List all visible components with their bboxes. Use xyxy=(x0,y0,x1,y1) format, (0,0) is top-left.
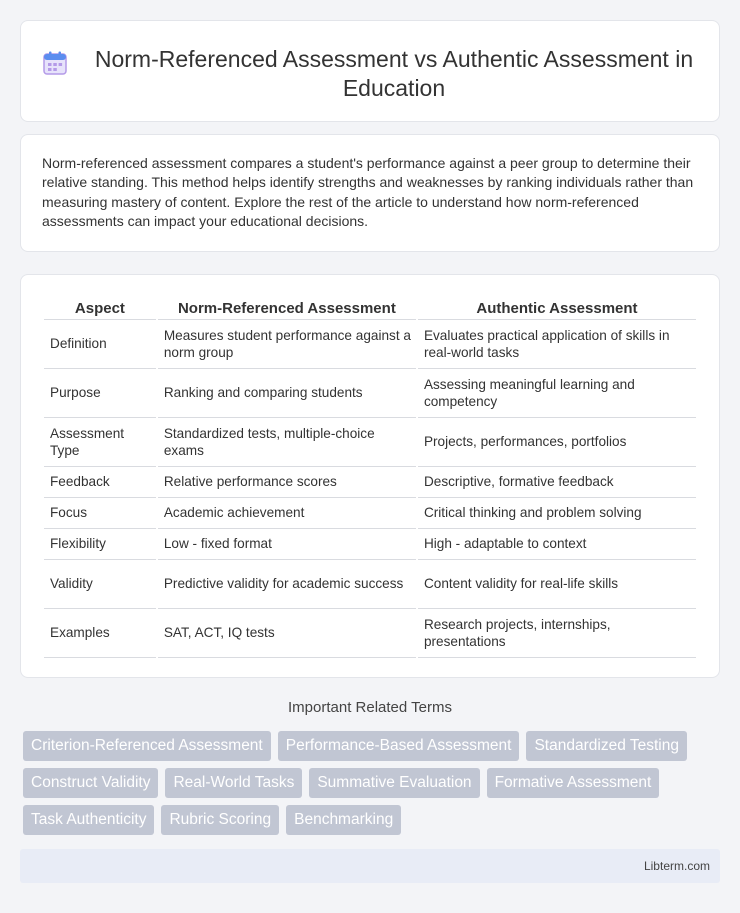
related-terms-list xyxy=(23,731,723,842)
table-row xyxy=(44,320,696,369)
intro-paragraph: Norm-referenced assessment compares a student's performance against a peer group to determine their relative standing. This method helps identify strengths and weaknesses by ranking individuals rather than measuring mastery of content. Explore the rest of the article to understand how norm-referenced assessments can impact your educational decisions. xyxy=(42,155,694,229)
cell-authentic: Critical thinking and problem solving xyxy=(418,498,696,529)
tag-rubric-scoring[interactable]: Rubric Scoring xyxy=(161,805,279,835)
tag-construct-validity[interactable]: Construct Validity xyxy=(23,768,158,798)
cell-aspect: Definition xyxy=(44,320,156,369)
calendar-icon xyxy=(41,49,69,77)
tag-benchmarking[interactable]: Benchmarking xyxy=(286,805,401,835)
cell-norm: Relative performance scores xyxy=(158,467,416,498)
cell-norm: Measures student performance against a norm group xyxy=(158,320,416,369)
cell-norm: SAT, ACT, IQ tests xyxy=(158,609,416,658)
cell-aspect: Assessment Type xyxy=(44,418,156,467)
cell-norm: Standardized tests, multiple-choice exams xyxy=(158,418,416,467)
tag-real-world-tasks[interactable]: Real-World Tasks xyxy=(165,768,302,798)
table-row xyxy=(44,609,696,658)
cell-aspect: Flexibility xyxy=(44,529,156,560)
cell-aspect: Validity xyxy=(44,560,156,609)
cell-aspect: Feedback xyxy=(44,467,156,498)
tag-performance-based-assessment[interactable]: Performance-Based Assessment xyxy=(278,731,520,761)
footer-site-link[interactable]: Libterm.com xyxy=(643,859,710,873)
table-row xyxy=(44,418,696,467)
table-row xyxy=(44,498,696,529)
cell-authentic: Evaluates practical application of skills in real-world tasks xyxy=(418,320,696,369)
comparison-table xyxy=(42,296,698,658)
table-row xyxy=(44,529,696,560)
header-authentic: Authentic Assessment xyxy=(418,296,696,320)
comparison-table-card xyxy=(20,274,720,678)
tag-summative-evaluation[interactable]: Summative Evaluation xyxy=(309,768,479,798)
cell-norm: Predictive validity for academic success xyxy=(158,560,416,609)
tag-formative-assessment[interactable]: Formative Assessment xyxy=(487,768,660,798)
related-terms-title: Important Related Terms xyxy=(288,699,452,716)
cell-authentic: Research projects, internships, presentations xyxy=(418,609,696,658)
table-row xyxy=(44,369,696,418)
cell-aspect: Purpose xyxy=(44,369,156,418)
cell-aspect: Focus xyxy=(44,498,156,529)
tag-standardized-testing[interactable]: Standardized Testing xyxy=(526,731,686,761)
table-header-row xyxy=(44,296,696,320)
cell-authentic: Projects, performances, portfolios xyxy=(418,418,696,467)
header-norm-referenced: Norm-Referenced Assessment xyxy=(158,296,416,320)
tag-criterion-referenced-assessment[interactable]: Criterion-Referenced Assessment xyxy=(23,731,271,761)
cell-norm: Academic achievement xyxy=(158,498,416,529)
header-card xyxy=(20,20,720,122)
cell-aspect: Examples xyxy=(44,609,156,658)
tag-task-authenticity[interactable]: Task Authenticity xyxy=(23,805,154,835)
footer xyxy=(20,849,720,883)
cell-authentic: Content validity for real-life skills xyxy=(418,560,696,609)
cell-norm: Low - fixed format xyxy=(158,529,416,560)
table-row xyxy=(44,560,696,609)
cell-authentic: High - adaptable to context xyxy=(418,529,696,560)
cell-norm: Ranking and comparing students xyxy=(158,369,416,418)
table-row xyxy=(44,467,696,498)
cell-authentic: Assessing meaningful learning and competency xyxy=(418,369,696,418)
header-aspect: Aspect xyxy=(44,296,156,320)
cell-authentic: Descriptive, formative feedback xyxy=(418,467,696,498)
intro-card xyxy=(20,134,720,252)
page-title: Norm-Referenced Assessment vs Authentic Assessment in Education xyxy=(94,46,694,101)
